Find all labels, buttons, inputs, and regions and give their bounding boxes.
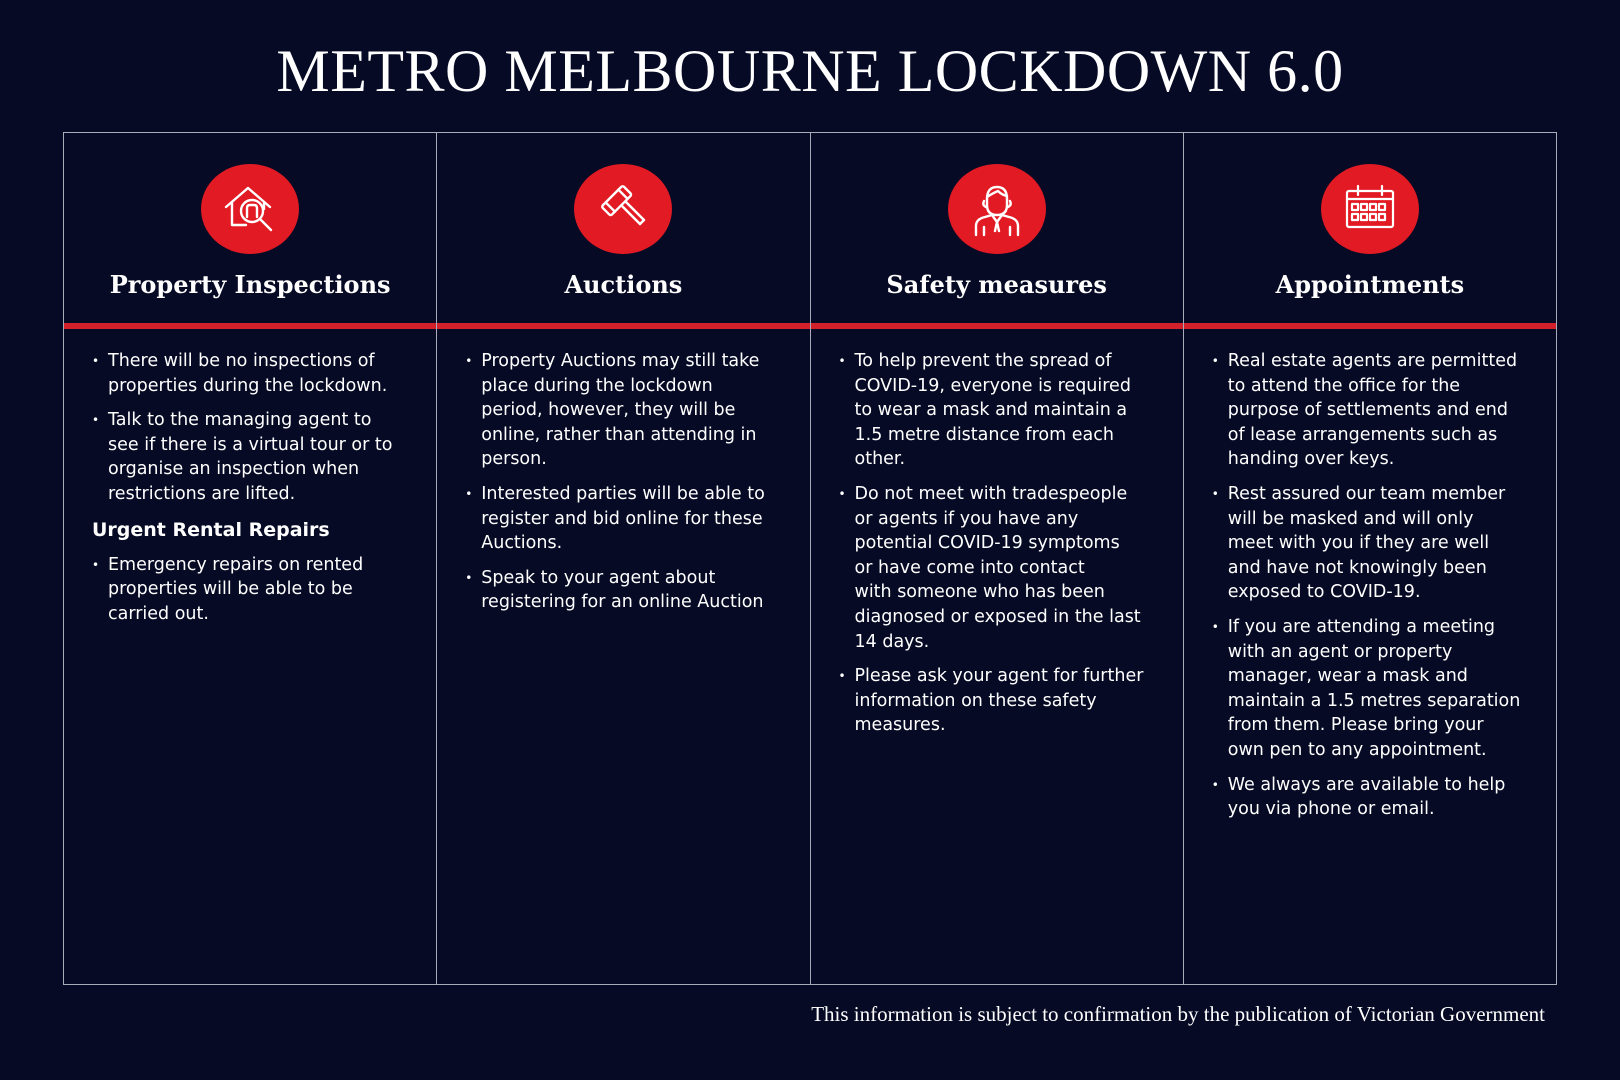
column-heading: Appointments <box>1275 270 1465 299</box>
column-body <box>64 329 436 626</box>
column-header <box>1184 133 1556 329</box>
list-item: • Interested parties will be able to register and bid online for these Auctions. <box>465 482 787 556</box>
icon-badge <box>1321 164 1419 254</box>
column-header <box>64 133 436 329</box>
list-item: • To help prevent the spread of COVID-19, everyone is required to wear a mask and maintain a 1.5 metre distance from each other. <box>839 349 1161 472</box>
page-title: METRO MELBOURNE LOCKDOWN 6.0 <box>276 38 1344 104</box>
column-heading: Safety measures <box>886 270 1107 299</box>
agent-person-icon <box>967 179 1027 239</box>
column-heading: Property Inspections <box>109 270 391 299</box>
list-item: • Real estate agents are permitted to attend the office for the purpose of settlements and end of lease arrangements such as handing over keys. <box>1212 349 1534 472</box>
column-body <box>811 329 1183 738</box>
column-auctions <box>436 133 809 984</box>
list-item: • We always are available to help you via phone or email. <box>1212 773 1534 822</box>
list-item: • There will be no inspections of properties during the lockdown. <box>92 349 414 398</box>
column-appointments <box>1183 133 1556 984</box>
list-item: • Do not meet with tradespeople or agents if you have any potential COVID-19 symptoms or have come into contact with someone who has been diagnosed or exposed in the last 14 days. <box>839 482 1161 654</box>
column-header <box>811 133 1183 329</box>
icon-badge <box>574 164 672 254</box>
calendar-icon <box>1340 179 1400 239</box>
list-item: • Property Auctions may still take place during the lockdown period, however, they will be online, rather than attending in person. <box>465 349 787 472</box>
list-item: • Speak to your agent about registering for an online Auction <box>465 566 787 615</box>
list-item: • Please ask your agent for further information on these safety measures. <box>839 664 1161 738</box>
column-body <box>437 329 809 615</box>
auction-gavel-icon <box>593 179 653 239</box>
icon-badge <box>201 164 299 254</box>
subheading-urgent-repairs: Urgent Rental Repairs <box>92 518 330 541</box>
disclaimer-footer: This information is subject to confirmation by the publication of Victorian Government <box>811 1002 1545 1026</box>
column-property-inspections <box>64 133 436 984</box>
list-item: • Talk to the managing agent to see if there is a virtual tour or to organise an inspection when restrictions are lifted. <box>92 408 414 506</box>
list-item: • If you are attending a meeting with an agent or property manager, wear a mask and maintain a 1.5 metres separation from them. Please bring your own pen to any appointment. <box>1212 615 1534 763</box>
list-item: • Rest assured our team member will be masked and will only meet with you if they are well and have not knowingly been exposed to COVID-19. <box>1212 482 1534 605</box>
house-search-icon <box>220 179 280 239</box>
info-table <box>63 132 1557 985</box>
column-body <box>1184 329 1556 822</box>
column-heading: Auctions <box>564 270 683 299</box>
column-safety-measures <box>810 133 1183 984</box>
icon-badge <box>948 164 1046 254</box>
list-item: • Emergency repairs on rented properties will be able to be carried out. <box>92 553 414 627</box>
column-header <box>437 133 809 329</box>
